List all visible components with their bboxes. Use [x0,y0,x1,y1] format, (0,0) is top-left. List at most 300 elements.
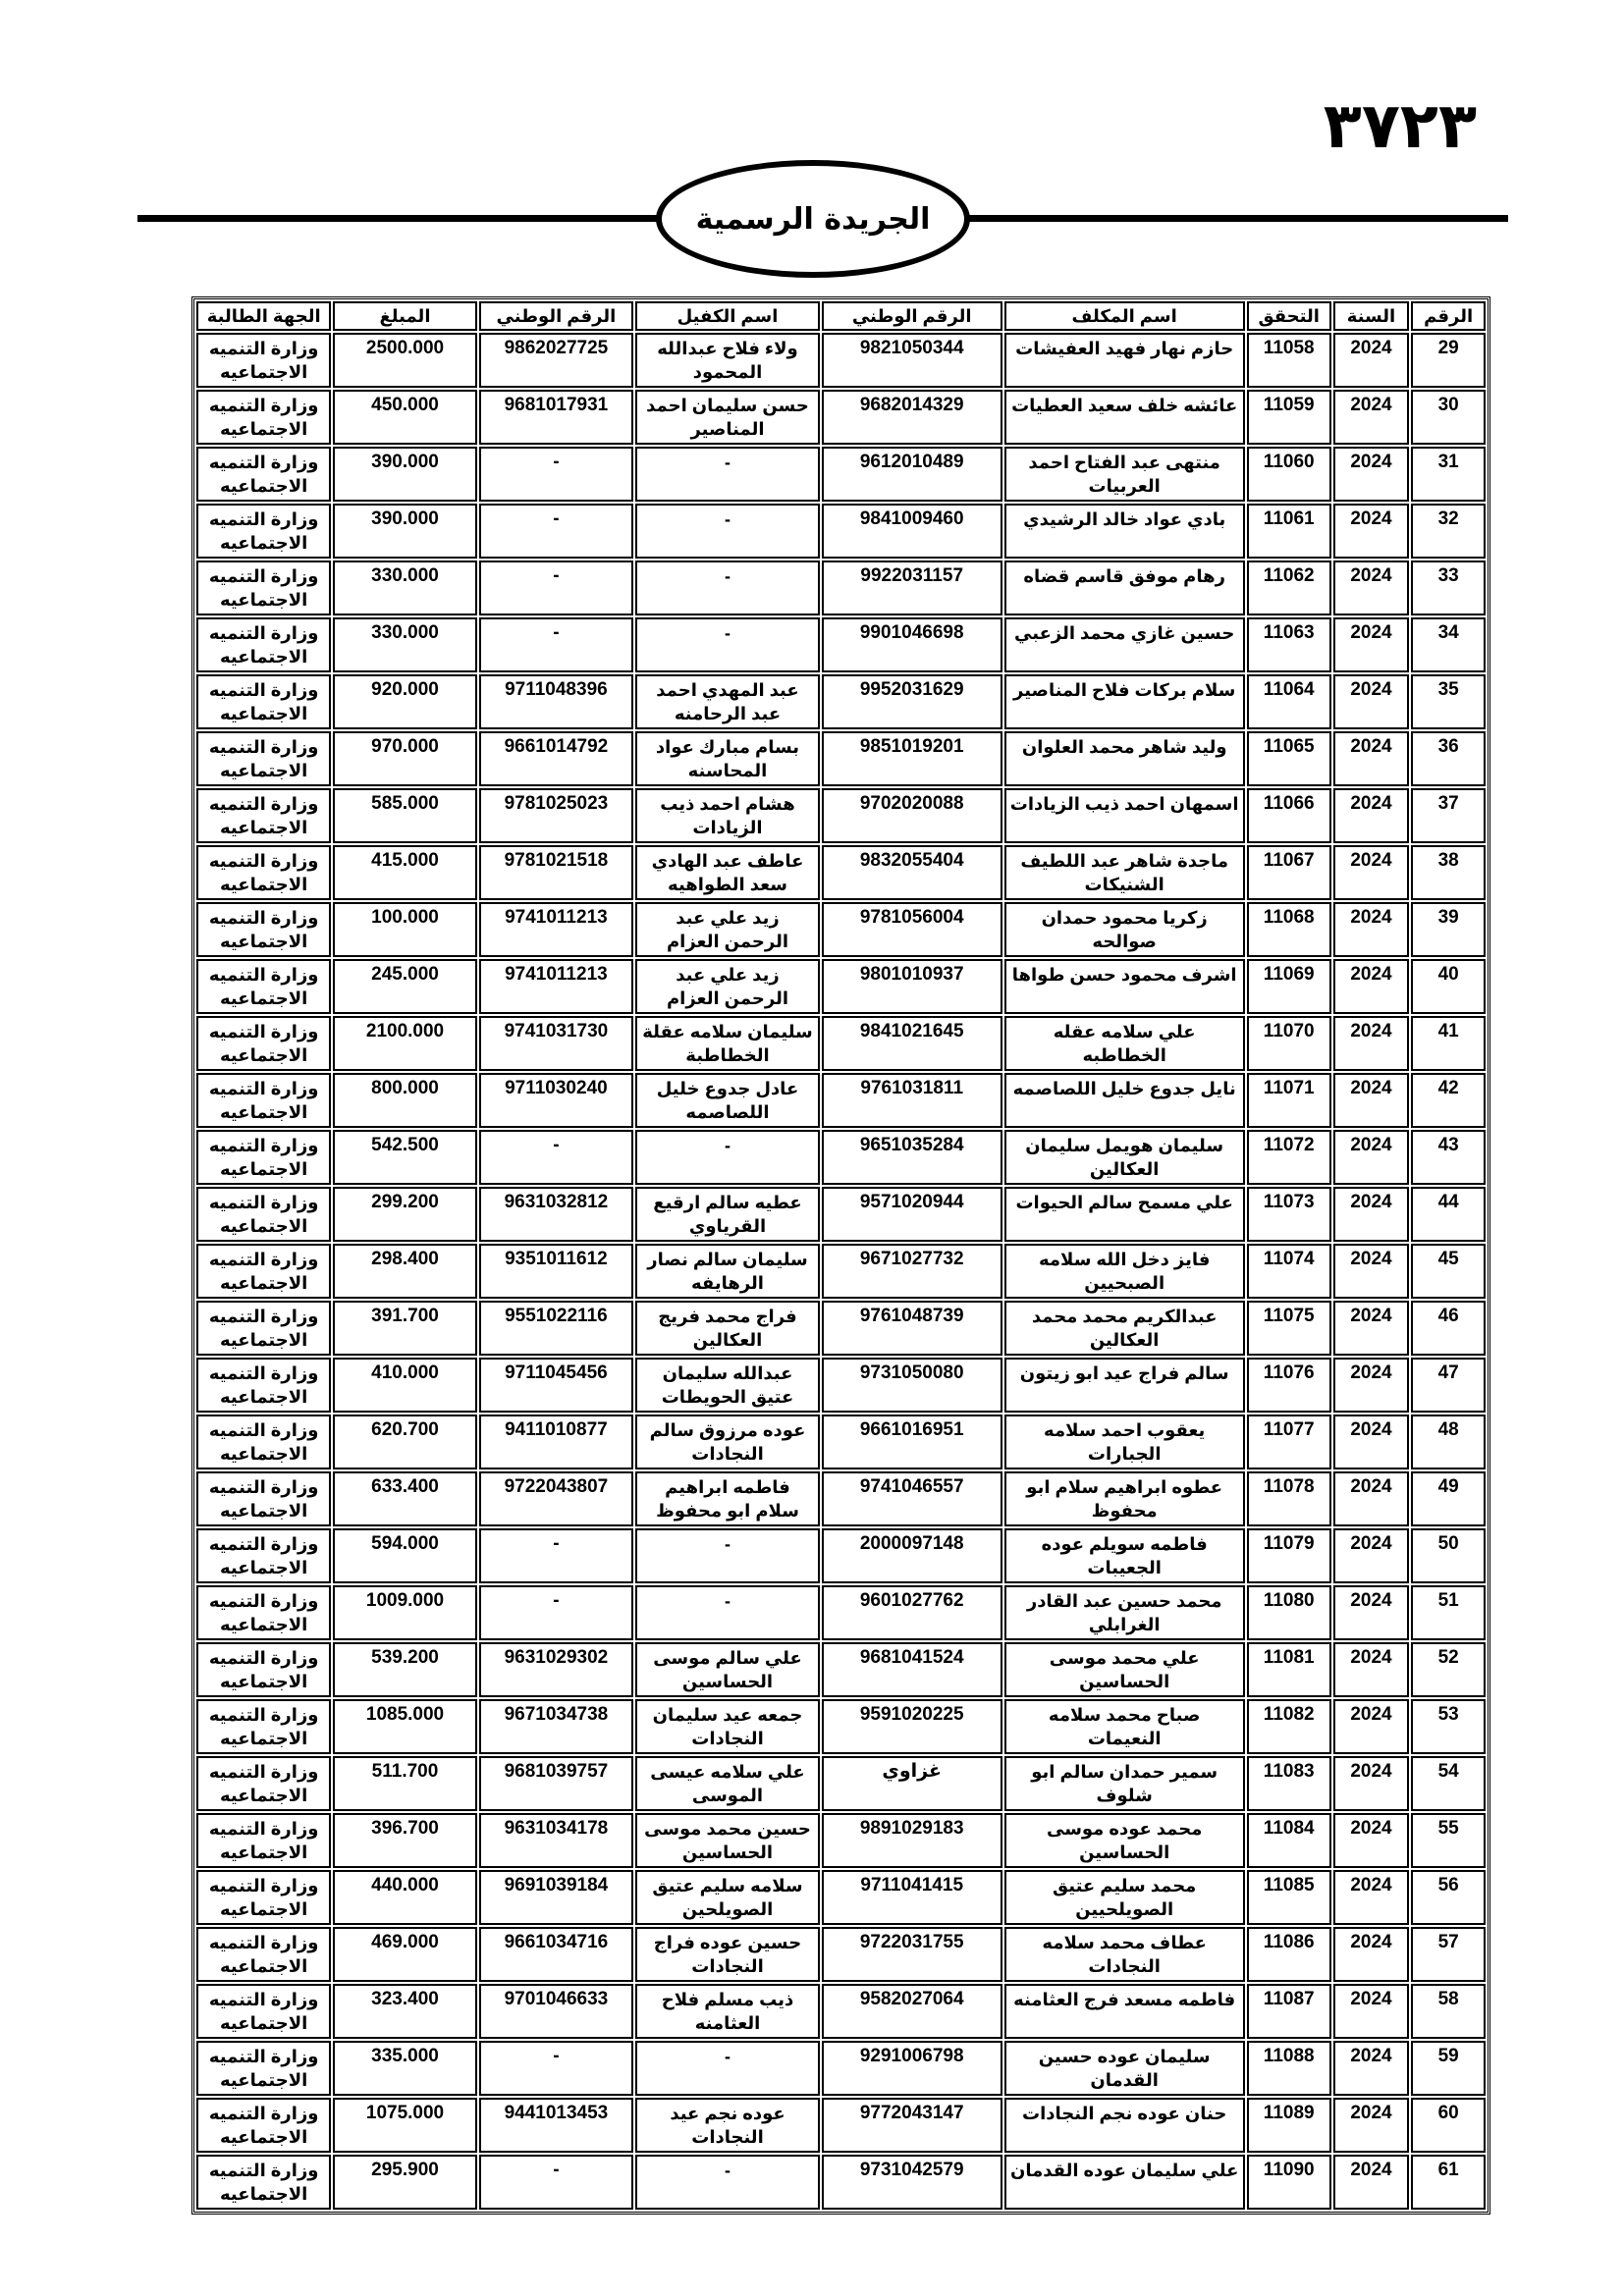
row-number-cell: 57 [1411,1927,1486,1982]
check-number-cell: 11063 [1247,617,1331,672]
debtors-table [191,296,1490,2215]
check-number-cell: 11085 [1247,1870,1331,1925]
debtor-name-cell: فاطمه مسعد فرج العثامنه [1004,1984,1245,2039]
table-row [196,1471,1486,1526]
guarantor-name-cell: ذيب مسلم فلاح العثامنه [635,1984,820,2039]
year-cell: 2024 [1333,788,1410,843]
check-number-cell: 11066 [1247,788,1331,843]
guarantor-name-cell: عاطف عبد الهادي سعد الطواهيه [635,845,820,900]
requesting-agency-cell: وزارة التنميه الاجتماعيه [196,617,331,672]
guarantor-national-id-cell: 9441013453 [479,2098,633,2153]
check-number-cell: 11082 [1247,1699,1331,1754]
table-row [196,561,1486,615]
debtor-name-cell: صباح محمد سلامه النعيمات [1004,1699,1245,1754]
requesting-agency-cell: وزارة التنميه الاجتماعيه [196,1927,331,1982]
guarantor-name-cell: سليمان سلامه عقلة الخطاطبة [635,1016,820,1071]
gazette-title: الجريدة الرسمية [695,201,931,237]
debtor-name-cell: حسين غازي محمد الزعبي [1004,617,1245,672]
year-cell: 2024 [1333,1415,1410,1469]
guarantor-national-id-cell: 9661034716 [479,1927,633,1982]
guarantor-name-cell: عبد المهدي احمد عبد الرحامنه [635,674,820,729]
guarantor-national-id-cell: - [479,2041,633,2096]
row-number-cell: 47 [1411,1358,1486,1413]
guarantor-name-cell: حسين محمد موسى الحساسين [635,1813,820,1868]
amount-cell: 299.200 [333,1187,476,1242]
debtor-name-cell: فايز دخل الله سلامه الصبحيين [1004,1244,1245,1299]
debtor-name-cell: سمير حمدان سالم ابو شلوف [1004,1756,1245,1811]
requesting-agency-cell: وزارة التنميه الاجتماعيه [196,731,331,786]
guarantor-national-id-cell: 9711030240 [479,1073,633,1128]
guarantor-name-cell: - [635,2155,820,2210]
guarantor-name-cell: عوده نجم عيد النجادات [635,2098,820,2153]
guarantor-name-cell: - [635,561,820,615]
amount-cell: 800.000 [333,1073,476,1128]
table-row [196,447,1486,502]
table-row [196,1984,1486,2039]
requesting-agency-cell: وزارة التنميه الاجتماعيه [196,2098,331,2153]
year-cell: 2024 [1333,1471,1410,1526]
guarantor-name-cell: عوده مرزوق سالم النجادات [635,1415,820,1469]
check-number-cell: 11076 [1247,1358,1331,1413]
guarantor-name-cell: فاطمه ابراهيم سلام ابو محفوظ [635,1471,820,1526]
guarantor-name-cell: حسن سليمان احمد المناصير [635,390,820,445]
debtor-name-cell: عبدالكريم محمد محمد العكالين [1004,1301,1245,1356]
requesting-agency-cell: وزارة التنميه الاجتماعيه [196,1642,331,1697]
row-number-cell: 33 [1411,561,1486,615]
amount-cell: 100.000 [333,902,476,957]
requesting-agency-cell: وزارة التنميه الاجتماعيه [196,674,331,729]
debtor-name-cell: عطاف محمد سلامه النجادات [1004,1927,1245,1982]
amount-cell: 1075.000 [333,2098,476,2153]
amount-cell: 594.000 [333,1528,476,1583]
guarantor-national-id-cell: 9741011213 [479,959,633,1014]
debtor-name-cell: حنان عوده نجم النجادات [1004,2098,1245,2153]
debtor-name-cell: محمد حسين عبد القادر الغرابلي [1004,1585,1245,1640]
year-cell: 2024 [1333,2155,1410,2210]
national-id-cell: 9571020944 [822,1187,1002,1242]
guarantor-national-id-cell: - [479,1528,633,1583]
row-number-cell: 39 [1411,902,1486,957]
amount-cell: 585.000 [333,788,476,843]
guarantor-national-id-cell: 9722043807 [479,1471,633,1526]
table-row [196,1870,1486,1925]
col-header-guarantor-name: اسم الكفيل [635,301,820,331]
amount-cell: 391.700 [333,1301,476,1356]
requesting-agency-cell: وزارة التنميه الاجتماعيه [196,333,331,388]
year-cell: 2024 [1333,1130,1410,1185]
check-number-cell: 11061 [1247,504,1331,559]
table-row [196,1699,1486,1754]
table-row [196,674,1486,729]
year-cell: 2024 [1333,845,1410,900]
national-id-cell: غزاوي [822,1756,1002,1811]
row-number-cell: 50 [1411,1528,1486,1583]
row-number-cell: 48 [1411,1415,1486,1469]
year-cell: 2024 [1333,902,1410,957]
gazette-title-oval [656,160,970,278]
check-number-cell: 11058 [1247,333,1331,388]
table-row [196,2041,1486,2096]
guarantor-name-cell: حسين عوده فراج النجادات [635,1927,820,1982]
year-cell: 2024 [1333,1870,1410,1925]
requesting-agency-cell: وزارة التنميه الاجتماعيه [196,902,331,957]
table-row [196,2098,1486,2153]
requesting-agency-cell: وزارة التنميه الاجتماعيه [196,1984,331,2039]
national-id-cell: 9891029183 [822,1813,1002,1868]
debtor-name-cell: عائشه خلف سعيد العطيات [1004,390,1245,445]
check-number-cell: 11086 [1247,1927,1331,1982]
guarantor-national-id-cell: 9781025023 [479,788,633,843]
row-number-cell: 30 [1411,390,1486,445]
national-id-cell: 9761048739 [822,1301,1002,1356]
col-header-year: السنة [1333,301,1410,331]
table-row [196,617,1486,672]
check-number-cell: 11073 [1247,1187,1331,1242]
amount-cell: 920.000 [333,674,476,729]
amount-cell: 1085.000 [333,1699,476,1754]
check-number-cell: 11081 [1247,1642,1331,1697]
row-number-cell: 43 [1411,1130,1486,1185]
requesting-agency-cell: وزارة التنميه الاجتماعيه [196,1244,331,1299]
row-number-cell: 34 [1411,617,1486,672]
amount-cell: 330.000 [333,561,476,615]
guarantor-name-cell: سلامه سليم عتيق الصويلحين [635,1870,820,1925]
guarantor-name-cell: فراج محمد فريج العكالين [635,1301,820,1356]
amount-cell: 1009.000 [333,1585,476,1640]
amount-cell: 2500.000 [333,333,476,388]
amount-cell: 390.000 [333,447,476,502]
amount-cell: 390.000 [333,504,476,559]
year-cell: 2024 [1333,1585,1410,1640]
guarantor-national-id-cell: 9551022116 [479,1301,633,1356]
guarantor-name-cell: علي سلامه عيسى الموسى [635,1756,820,1811]
debtor-name-cell: بادي عواد خالد الرشيدي [1004,504,1245,559]
debtor-name-cell: حازم نهار فهيد العفيشات [1004,333,1245,388]
row-number-cell: 35 [1411,674,1486,729]
national-id-cell: 9761031811 [822,1073,1002,1128]
guarantor-name-cell: - [635,2041,820,2096]
check-number-cell: 11072 [1247,1130,1331,1185]
debtor-name-cell: سليمان هويمل سليمان العكالين [1004,1130,1245,1185]
row-number-cell: 42 [1411,1073,1486,1128]
table-row [196,902,1486,957]
national-id-cell: 9711041415 [822,1870,1002,1925]
year-cell: 2024 [1333,1528,1410,1583]
debtor-name-cell: فاطمه سويلم عوده الجعيبات [1004,1528,1245,1583]
check-number-cell: 11087 [1247,1984,1331,2039]
table-row [196,1528,1486,1583]
amount-cell: 335.000 [333,2041,476,2096]
guarantor-name-cell: عبدالله سليمان عتيق الحويطات [635,1358,820,1413]
check-number-cell: 11065 [1247,731,1331,786]
year-cell: 2024 [1333,561,1410,615]
check-number-cell: 11083 [1247,1756,1331,1811]
guarantor-national-id-cell: 9631029302 [479,1642,633,1697]
year-cell: 2024 [1333,674,1410,729]
check-number-cell: 11067 [1247,845,1331,900]
requesting-agency-cell: وزارة التنميه الاجتماعيه [196,390,331,445]
amount-cell: 620.700 [333,1415,476,1469]
national-id-cell: 9601027762 [822,1585,1002,1640]
row-number-cell: 53 [1411,1699,1486,1754]
debtor-name-cell: سليمان عوده حسين القدمان [1004,2041,1245,2096]
amount-cell: 298.400 [333,1244,476,1299]
year-cell: 2024 [1333,1358,1410,1413]
guarantor-name-cell: ولاء فلاح عبدالله المحمود [635,333,820,388]
row-number-cell: 56 [1411,1870,1486,1925]
guarantor-national-id-cell: - [479,1130,633,1185]
requesting-agency-cell: وزارة التنميه الاجتماعيه [196,959,331,1014]
check-number-cell: 11059 [1247,390,1331,445]
year-cell: 2024 [1333,1073,1410,1128]
debtor-name-cell: نايل جدوع خليل اللصاصمه [1004,1073,1245,1128]
check-number-cell: 11062 [1247,561,1331,615]
amount-cell: 2100.000 [333,1016,476,1071]
check-number-cell: 11078 [1247,1471,1331,1526]
row-number-cell: 51 [1411,1585,1486,1640]
check-number-cell: 11071 [1247,1073,1331,1128]
requesting-agency-cell: وزارة التنميه الاجتماعيه [196,845,331,900]
amount-cell: 542.500 [333,1130,476,1185]
check-number-cell: 11077 [1247,1415,1331,1469]
national-id-cell: 9591020225 [822,1699,1002,1754]
national-id-cell: 9731042579 [822,2155,1002,2210]
check-number-cell: 11089 [1247,2098,1331,2153]
amount-cell: 330.000 [333,617,476,672]
debtor-name-cell: سالم فراج عيد ابو زيتون [1004,1358,1245,1413]
guarantor-national-id-cell: 9711045456 [479,1358,633,1413]
guarantor-national-id-cell: 9711048396 [479,674,633,729]
guarantor-name-cell: - [635,1528,820,1583]
guarantor-name-cell: - [635,1585,820,1640]
check-number-cell: 11080 [1247,1585,1331,1640]
guarantor-name-cell: سليمان سالم نصار الرهايفه [635,1244,820,1299]
requesting-agency-cell: وزارة التنميه الاجتماعيه [196,1130,331,1185]
amount-cell: 450.000 [333,390,476,445]
requesting-agency-cell: وزارة التنميه الاجتماعيه [196,1756,331,1811]
row-number-cell: 58 [1411,1984,1486,2039]
year-cell: 2024 [1333,1187,1410,1242]
requesting-agency-cell: وزارة التنميه الاجتماعيه [196,1415,331,1469]
debtor-name-cell: وليد شاهر محمد العلوان [1004,731,1245,786]
debtor-name-cell: يعقوب احمد سلامه الجبارات [1004,1415,1245,1469]
requesting-agency-cell: وزارة التنميه الاجتماعيه [196,2041,331,2096]
requesting-agency-cell: وزارة التنميه الاجتماعيه [196,788,331,843]
requesting-agency-cell: وزارة التنميه الاجتماعيه [196,1016,331,1071]
national-id-cell: 9952031629 [822,674,1002,729]
year-cell: 2024 [1333,2041,1410,2096]
national-id-cell: 9801010937 [822,959,1002,1014]
col-header-check: التحقق [1247,301,1331,331]
national-id-cell: 9841009460 [822,504,1002,559]
check-number-cell: 11075 [1247,1301,1331,1356]
year-cell: 2024 [1333,617,1410,672]
amount-cell: 440.000 [333,1870,476,1925]
national-id-cell: 9651035284 [822,1130,1002,1185]
guarantor-national-id-cell: - [479,1585,633,1640]
amount-cell: 396.700 [333,1813,476,1868]
requesting-agency-cell: وزارة التنميه الاجتماعيه [196,1699,331,1754]
guarantor-national-id-cell: 9671034738 [479,1699,633,1754]
amount-cell: 415.000 [333,845,476,900]
table-row [196,731,1486,786]
row-number-cell: 54 [1411,1756,1486,1811]
national-id-cell: 9741046557 [822,1471,1002,1526]
row-number-cell: 29 [1411,333,1486,388]
debtor-name-cell: رهام موفق قاسم قضاه [1004,561,1245,615]
debtor-name-cell: اسمهان احمد ذيب الزيادات [1004,788,1245,843]
debtor-name-cell: علي سلامه عقله الخطاطبه [1004,1016,1245,1071]
national-id-cell: 9671027732 [822,1244,1002,1299]
guarantor-name-cell: هشام احمد ذيب الزيادات [635,788,820,843]
table-row [196,1415,1486,1469]
debtor-name-cell: علي سليمان عوده القدمان [1004,2155,1245,2210]
year-cell: 2024 [1333,447,1410,502]
table-row [196,1301,1486,1356]
col-header-guarantor-national-id: الرقم الوطني [479,301,633,331]
guarantor-national-id-cell: 9631034178 [479,1813,633,1868]
debtor-name-cell: محمد سليم عتيق الصويلحيين [1004,1870,1245,1925]
row-number-cell: 52 [1411,1642,1486,1697]
col-header-amount: المبلغ [333,301,476,331]
national-id-cell: 9682014329 [822,390,1002,445]
check-number-cell: 11068 [1247,902,1331,957]
check-number-cell: 11084 [1247,1813,1331,1868]
table-row [196,333,1486,388]
check-number-cell: 11074 [1247,1244,1331,1299]
row-number-cell: 45 [1411,1244,1486,1299]
national-id-cell: 9821050344 [822,333,1002,388]
guarantor-name-cell: بسام مبارك عواد المحاسنه [635,731,820,786]
table-row [196,2155,1486,2210]
requesting-agency-cell: وزارة التنميه الاجتماعيه [196,1358,331,1413]
year-cell: 2024 [1333,1016,1410,1071]
requesting-agency-cell: وزارة التنميه الاجتماعيه [196,2155,331,2210]
national-id-cell: 9722031755 [822,1927,1002,1982]
year-cell: 2024 [1333,1301,1410,1356]
national-id-cell: 9612010489 [822,447,1002,502]
national-id-cell: 9772043147 [822,2098,1002,2153]
table-row [196,1130,1486,1185]
table-row [196,1756,1486,1811]
row-number-cell: 46 [1411,1301,1486,1356]
year-cell: 2024 [1333,1642,1410,1697]
guarantor-name-cell: - [635,1130,820,1185]
year-cell: 2024 [1333,1244,1410,1299]
national-id-cell: 9781056004 [822,902,1002,957]
row-number-cell: 55 [1411,1813,1486,1868]
requesting-agency-cell: وزارة التنميه الاجتماعيه [196,504,331,559]
col-header-requesting-agency: الجهة الطالبة [196,301,331,331]
debtor-name-cell: علي محمد موسى الحساسين [1004,1642,1245,1697]
check-number-cell: 11088 [1247,2041,1331,2096]
table-row [196,788,1486,843]
amount-cell: 970.000 [333,731,476,786]
requesting-agency-cell: وزارة التنميه الاجتماعيه [196,1870,331,1925]
table-row [196,504,1486,559]
year-cell: 2024 [1333,959,1410,1014]
check-number-cell: 11090 [1247,2155,1331,2210]
amount-cell: 511.700 [333,1756,476,1811]
guarantor-national-id-cell: 9741011213 [479,902,633,957]
requesting-agency-cell: وزارة التنميه الاجتماعيه [196,1528,331,1583]
debtor-name-cell: محمد عوده موسى الحساسين [1004,1813,1245,1868]
year-cell: 2024 [1333,1927,1410,1982]
national-id-cell: 9681041524 [822,1642,1002,1697]
year-cell: 2024 [1333,390,1410,445]
year-cell: 2024 [1333,504,1410,559]
debtor-name-cell: منتهى عبد الفتاح احمد العربيات [1004,447,1245,502]
national-id-cell: 9731050080 [822,1358,1002,1413]
requesting-agency-cell: وزارة التنميه الاجتماعيه [196,561,331,615]
guarantor-name-cell: علي سالم موسى الحساسين [635,1642,820,1697]
national-id-cell: 9661016951 [822,1415,1002,1469]
table-row [196,1813,1486,1868]
amount-cell: 410.000 [333,1358,476,1413]
national-id-cell: 9922031157 [822,561,1002,615]
guarantor-national-id-cell: - [479,561,633,615]
row-number-cell: 49 [1411,1471,1486,1526]
guarantor-national-id-cell: 9741031730 [479,1016,633,1071]
guarantor-national-id-cell: 9351011612 [479,1244,633,1299]
check-number-cell: 11064 [1247,674,1331,729]
guarantor-name-cell: - [635,447,820,502]
year-cell: 2024 [1333,1984,1410,2039]
table-row [196,959,1486,1014]
page-number: ٣٧٢٣ [1323,90,1477,163]
guarantor-national-id-cell: 9691039184 [479,1870,633,1925]
guarantor-national-id-cell: 9661014792 [479,731,633,786]
requesting-agency-cell: وزارة التنميه الاجتماعيه [196,1813,331,1868]
requesting-agency-cell: وزارة التنميه الاجتماعيه [196,1585,331,1640]
table-row [196,1585,1486,1640]
debtor-name-cell: سلام بركات فلاح المناصير [1004,674,1245,729]
national-id-cell: 9832055404 [822,845,1002,900]
national-id-cell: 9851019201 [822,731,1002,786]
table-row [196,1073,1486,1128]
table-row [196,1927,1486,1982]
amount-cell: 295.900 [333,2155,476,2210]
row-number-cell: 38 [1411,845,1486,900]
requesting-agency-cell: وزارة التنميه الاجتماعيه [196,1471,331,1526]
table-row [196,845,1486,900]
table-row [196,1016,1486,1071]
guarantor-name-cell: جمعه عيد سليمان النجادات [635,1699,820,1754]
row-number-cell: 44 [1411,1187,1486,1242]
requesting-agency-cell: وزارة التنميه الاجتماعيه [196,1301,331,1356]
amount-cell: 245.000 [333,959,476,1014]
col-header-debtor-name: اسم المكلف [1004,301,1245,331]
row-number-cell: 31 [1411,447,1486,502]
requesting-agency-cell: وزارة التنميه الاجتماعيه [196,447,331,502]
guarantor-name-cell: زيد علي عبد الرحمن العزام [635,959,820,1014]
row-number-cell: 37 [1411,788,1486,843]
year-cell: 2024 [1333,1699,1410,1754]
national-id-cell: 9582027064 [822,1984,1002,2039]
year-cell: 2024 [1333,333,1410,388]
row-number-cell: 59 [1411,2041,1486,2096]
year-cell: 2024 [1333,731,1410,786]
row-number-cell: 36 [1411,731,1486,786]
national-id-cell: 9841021645 [822,1016,1002,1071]
year-cell: 2024 [1333,1813,1410,1868]
year-cell: 2024 [1333,1756,1410,1811]
check-number-cell: 11060 [1247,447,1331,502]
table-row [196,1244,1486,1299]
row-number-cell: 60 [1411,2098,1486,2153]
row-number-cell: 41 [1411,1016,1486,1071]
guarantor-national-id-cell: - [479,617,633,672]
